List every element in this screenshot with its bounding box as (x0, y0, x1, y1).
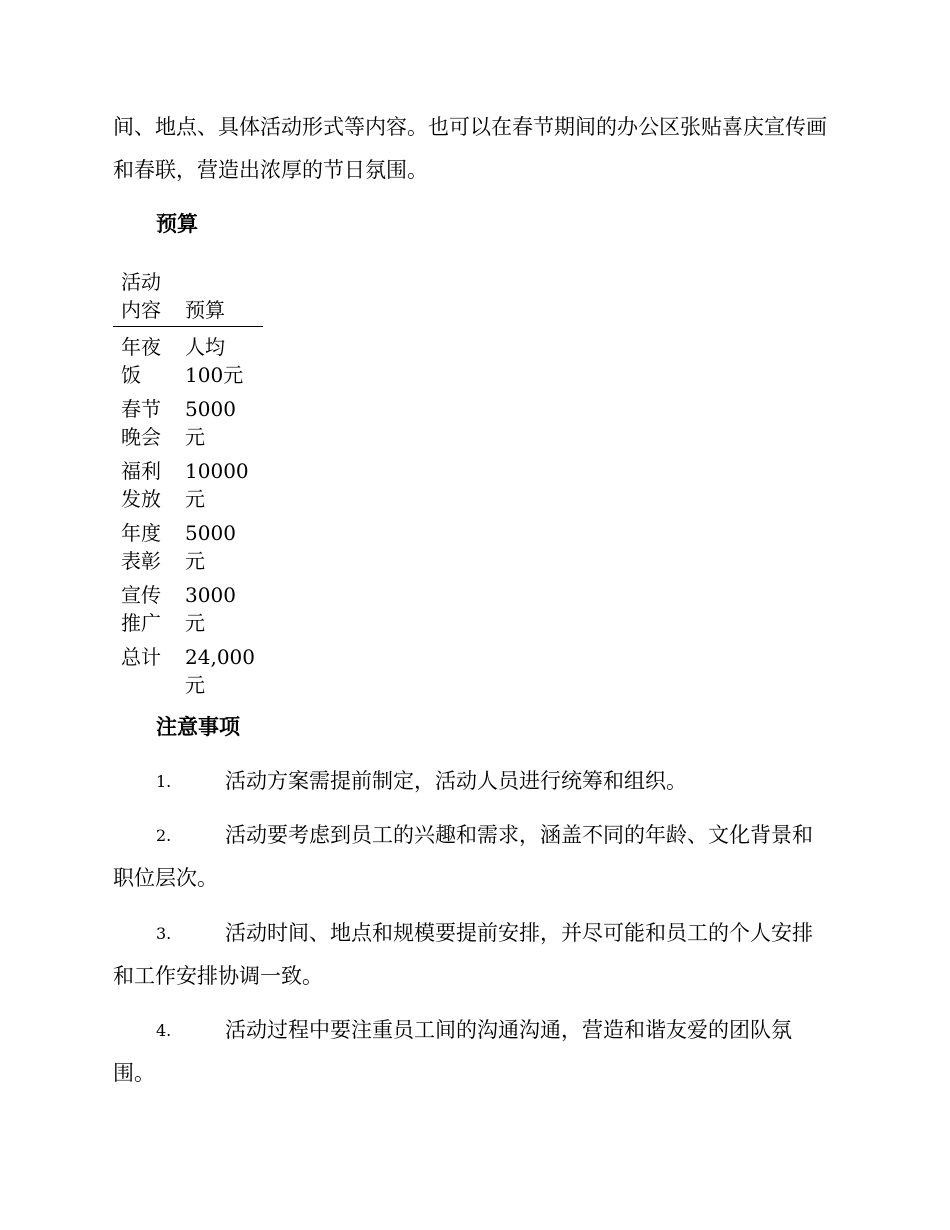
column-header-budget: 预算 (177, 266, 263, 327)
cell-amount: 5000元 (185, 521, 236, 573)
table-row (113, 513, 263, 575)
note-item-1 (113, 760, 833, 803)
table-row-total (113, 637, 263, 699)
note-text: 活动过程中要注重员工间的沟通沟通，营造和谐友爱的团队氛围。 (113, 1018, 792, 1085)
note-item-3 (113, 912, 833, 998)
note-item-2 (113, 814, 833, 900)
cell-amount: 24,000元 (185, 645, 255, 697)
note-number: 4. (156, 1021, 172, 1040)
cell-amount: 人均100元 (185, 335, 244, 387)
intro-paragraph: 间、地点、具体活动形式等内容。也可以在春节期间的办公区张贴喜庆宣传画和春联，营造出浓厚的节日氛围。 (113, 115, 827, 182)
budget-table (113, 266, 263, 699)
column-header-item: 活动内容 (113, 266, 177, 327)
cell-item: 春节晚会 (121, 397, 161, 449)
cell-item: 总计 (121, 645, 161, 669)
budget-table-header-row (113, 266, 263, 327)
table-row (113, 389, 263, 451)
cell-item: 宣传推广 (121, 583, 161, 635)
note-number: 1. (156, 772, 172, 791)
budget-heading: 预算 (156, 212, 198, 236)
note-number: 2. (156, 826, 172, 845)
cell-item: 福利发放 (121, 459, 161, 511)
cell-amount: 10000元 (185, 459, 249, 511)
note-text: 活动要考虑到员工的兴趣和需求，涵盖不同的年龄、文化背景和职位层次。 (113, 823, 813, 890)
table-row (113, 451, 263, 513)
note-text: 活动方案需提前制定，活动人员进行统筹和组织。 (225, 769, 687, 793)
cell-item: 年度表彰 (121, 521, 161, 573)
table-row (113, 575, 263, 637)
table-row (113, 327, 263, 390)
cell-item: 年夜饭 (121, 335, 161, 387)
cell-amount: 3000元 (185, 583, 236, 635)
note-text: 活动时间、地点和规模要提前安排，并尽可能和员工的个人安排和工作安排协调一致。 (113, 921, 813, 988)
notes-heading: 注意事项 (156, 715, 240, 739)
cell-amount: 5000元 (185, 397, 236, 449)
note-number: 3. (156, 924, 172, 943)
note-item-4 (113, 1009, 833, 1095)
